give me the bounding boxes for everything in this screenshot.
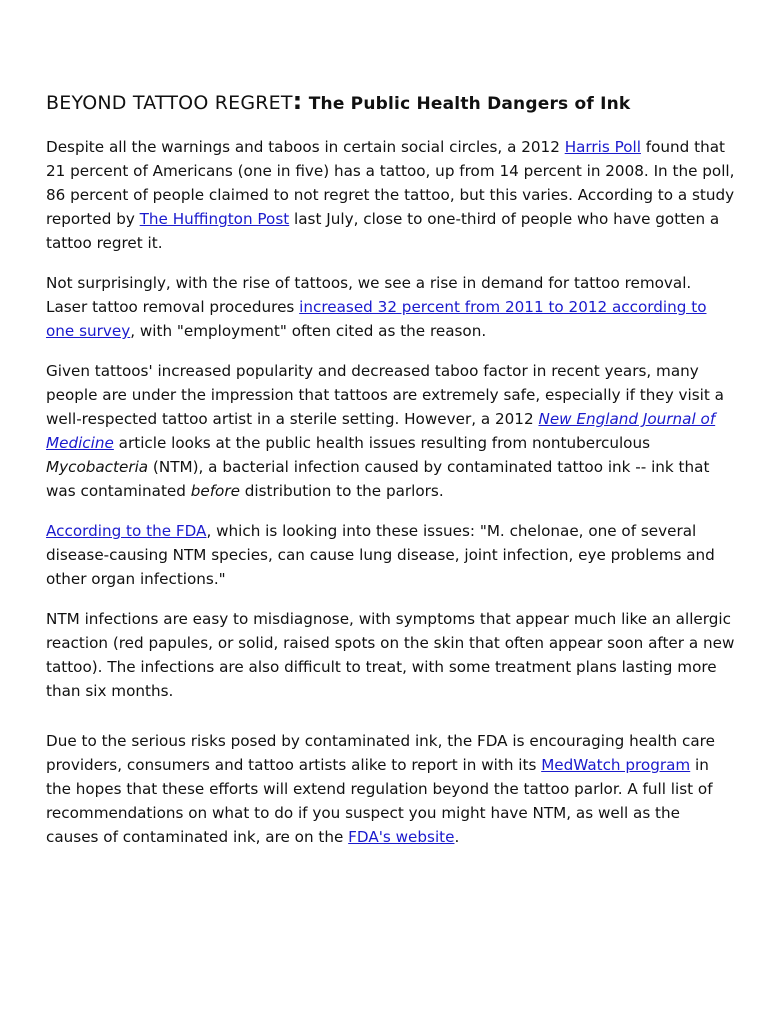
paragraph-text: Not surprisingly, with the rise of tattoos, we see a rise in demand for tattoo removal. Laser tattoo removal procedures [46, 274, 692, 316]
before-emphasis: before [190, 482, 240, 500]
paragraph-5 [46, 607, 736, 703]
paragraph-text: , which is looking into these issues: "M. chelonae, one of several disease-causing NTM species, can cause lung disease, joint infection, eye problems and other organ infections." [46, 522, 715, 588]
article-title [46, 86, 736, 119]
fda-link[interactable]: According to the FDA [46, 522, 207, 540]
medwatch-link[interactable]: MedWatch program [541, 756, 691, 774]
paragraph-6 [46, 729, 736, 849]
title-colon: : [292, 87, 303, 115]
paragraph-text: in the hopes that these efforts will extend regulation beyond the tattoo parlor. A full list of recommendations on what to do if you suspect you might have NTM, as well as the causes of contaminated ink, are on the [46, 756, 713, 846]
title-subtitle: The Public Health Dangers of Ink [308, 94, 631, 114]
document-page [46, 86, 736, 865]
paragraph-text: found that 21 percent of Americans (one in five) has a tattoo, up from 14 percent in 2008. In the poll, 86 percent of people claimed to not regret the tattoo, but this varies. According to a study reported by [46, 138, 735, 228]
mycobacteria-term: Mycobacteria [46, 458, 149, 476]
paragraph-text: Given tattoos' increased popularity and decreased taboo factor in recent years, many people are under the impression that tattoos are extremely safe, especially if they visit a well-respected tattoo artist in a sterile setting. However, a 2012 [46, 362, 724, 428]
title-main: BEYOND TATTOO REGRET [46, 92, 293, 114]
huffington-post-link[interactable]: The Huffington Post [139, 210, 290, 228]
paragraph-1 [46, 135, 736, 255]
survey-link[interactable]: increased 32 percent from 2011 to 2012 according to one survey [46, 298, 707, 340]
nejm-link[interactable]: New England Journal of Medicine [46, 410, 716, 452]
paragraph-text: , with "employment" often cited as the reason. [130, 322, 487, 340]
paragraph-text: article looks at the public health issues resulting from nontuberculous [113, 434, 651, 452]
harris-poll-link[interactable]: Harris Poll [564, 138, 641, 156]
paragraph-3 [46, 359, 736, 503]
paragraph-text: . [454, 828, 460, 846]
paragraph-text: NTM infections are easy to misdiagnose, with symptoms that appear much like an allergic reaction (red papules, or solid, raised spots on the skin that often appear soon after a new tattoo). The infections are also difficult to treat, with some treatment plans lasting more than six months. [46, 610, 735, 700]
paragraph-2 [46, 271, 736, 343]
paragraph-text: last July, close to one-third of people who have gotten a tattoo regret it. [46, 210, 720, 252]
paragraph-text: distribution to the parlors. [239, 482, 444, 500]
paragraph-4 [46, 519, 736, 591]
paragraph-text: Due to the serious risks posed by contaminated ink, the FDA is encouraging health care providers, consumers and tattoo artists alike to report in with its [46, 732, 715, 774]
paragraph-text: Despite all the warnings and taboos in certain social circles, a 2012 [46, 138, 565, 156]
paragraph-text: (NTM), a bacterial infection caused by contaminated tattoo ink -- ink that was contaminated [46, 458, 710, 500]
fda-website-link[interactable]: FDA's website [348, 828, 455, 846]
